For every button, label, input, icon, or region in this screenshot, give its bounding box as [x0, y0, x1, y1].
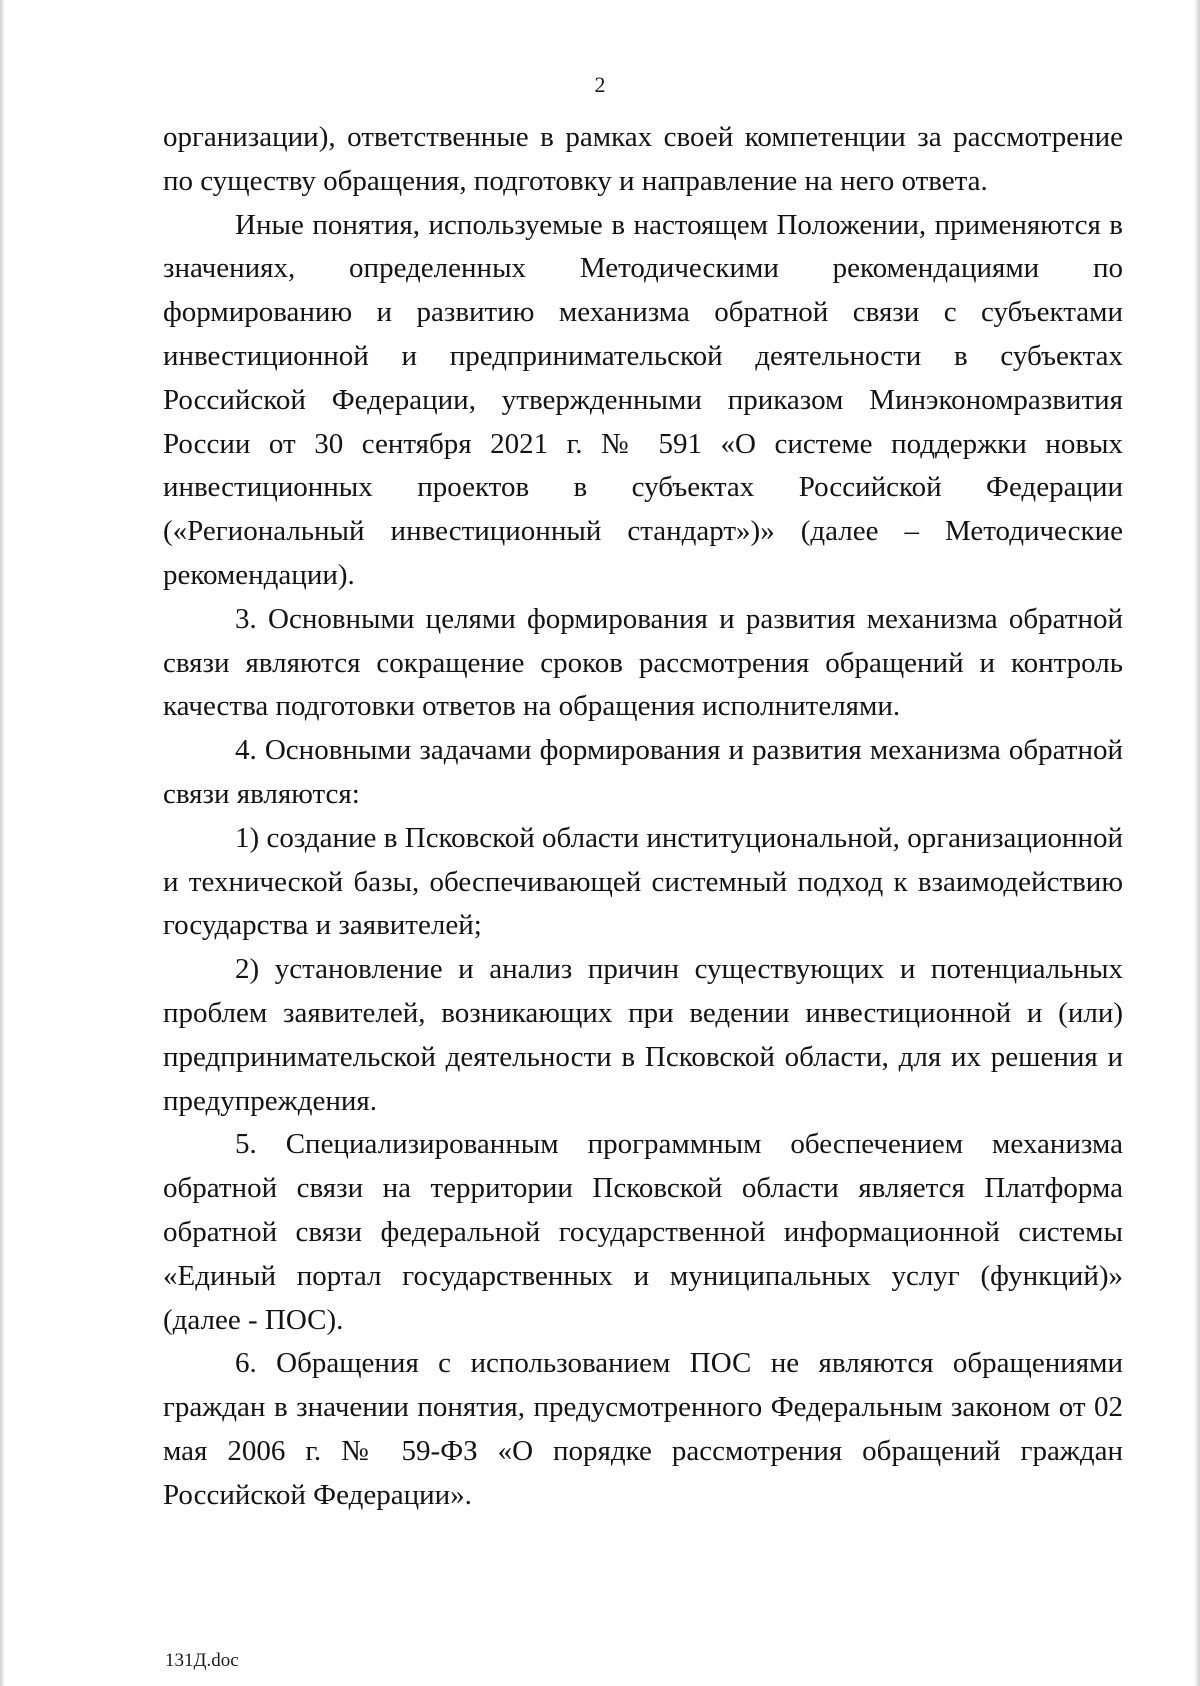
paragraph-other-terms: Иные понятия, используемые в настоящем Положении, применяются в значениях, определенных Методическими рекомендациями по формированию и развитию механизма обратной связи с субъектами инвестиционной и предпринимательской деятельности в субъектах Российской Федерации, утвержденными приказом Минэкономразвития России от 30 сентября 2021 г. № 591 «О системе поддержки новых инвестиционных проектов в субъектах Российской Федерации («Региональный инвестиционный стандарт»)» (далее – Методические рекомендации).: [163, 208, 1123, 591]
footer-filename: 131Д.doc: [165, 1650, 239, 1671]
paragraph-item-3: 3. Основными целями формирования и развития механизма обратной связи являются сокращение сроков рассмотрения обращений и контроль качества подготовки ответов на обращения исполнителями.: [163, 602, 1123, 723]
paragraph-item-4: 4. Основными задачами формирования и развития механизма обратной связи являются:: [163, 734, 1123, 810]
paragraph-item-6: 6. Обращения с использованием ПОС не являются обращениями граждан в значении понятия, предусмотренного Федеральным законом от 02 мая 2006 г. № 59-ФЗ «О порядке рассмотрения обращений граждан Российской Федерации».: [163, 1347, 1123, 1511]
paragraph-item-5: 5. Специализированным программным обеспечением механизма обратной связи на территории Псковской области является Платформа обратной связи федеральной государственной информационной системы «Единый портал государственных и муниципальных услуг (функций)» (далее - ПОС).: [163, 1128, 1123, 1336]
page-number: 2: [594, 72, 606, 97]
paragraph-subitem-2: 2) установление и анализ причин существующих и потенциальных проблем заявителей, возникающих при ведении инвестиционной и (или) предпринимательской деятельности в Псковской области, для их решения и предупреждения.: [163, 953, 1123, 1117]
scan-edge-right: [1194, 0, 1200, 1686]
paragraph-definition-continuation: организации), ответственные в рамках своей компетенции за рассмотрение по существу обращения, подготовку и направление на него ответа.: [163, 121, 1123, 197]
scan-edge-left: [0, 0, 5, 1686]
document-body: [163, 116, 1123, 1518]
paragraph-subitem-1: 1) создание в Псковской области институциональной, организационной и технической базы, обеспечивающей системный подход к взаимодействию государства и заявителей;: [163, 821, 1123, 942]
